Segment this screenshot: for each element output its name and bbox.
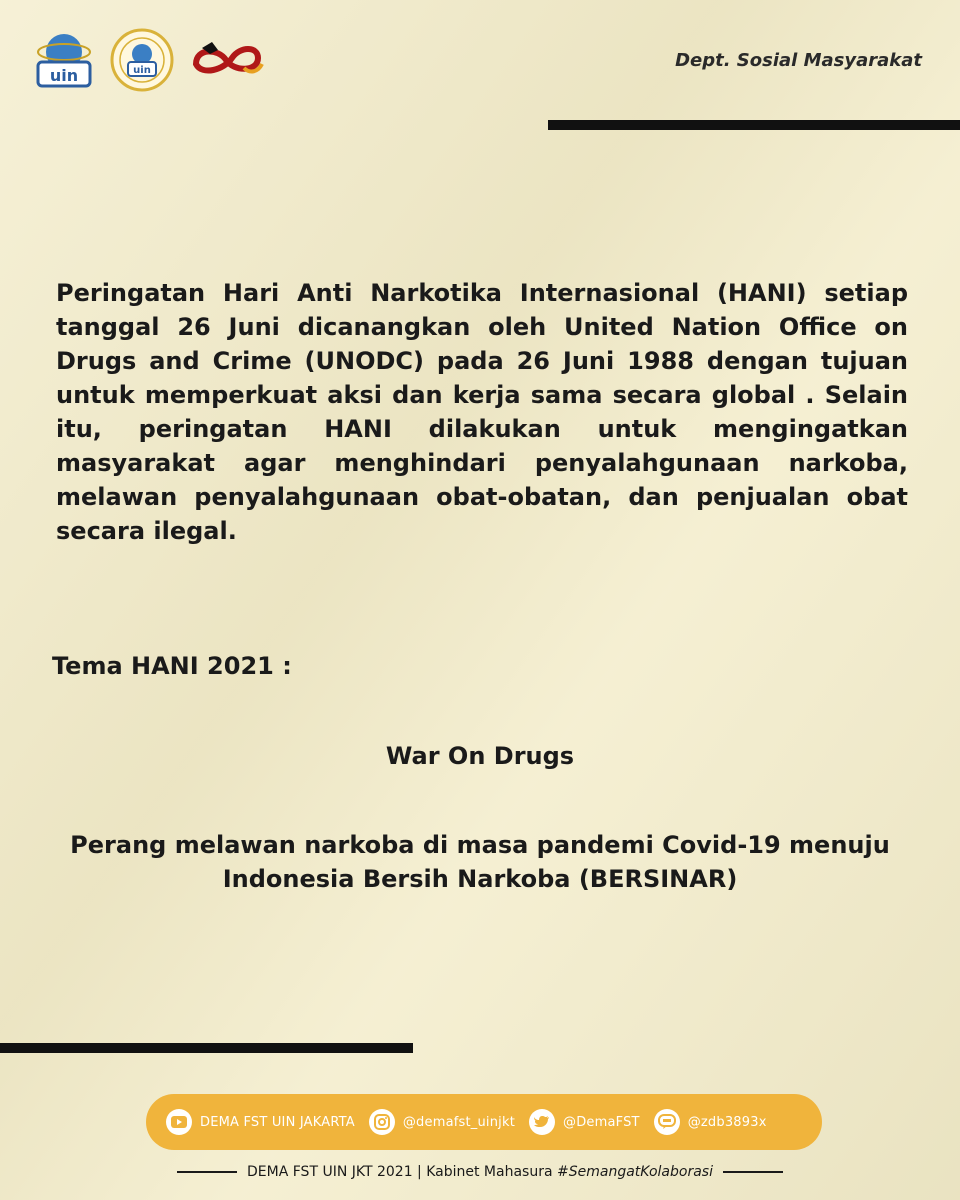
dema-logo <box>188 28 268 92</box>
instagram-icon <box>369 1109 395 1135</box>
social-twitter-label: @DemaFST <box>563 1114 640 1130</box>
header-logos <box>32 28 268 92</box>
footer-prefix: DEMA FST UIN JKT 2021 | Kabinet Mahasura <box>247 1164 553 1180</box>
bottom-divider-bar <box>0 1043 413 1053</box>
footer <box>0 1164 960 1180</box>
social-instagram-label: @demafst_uinjkt <box>402 1114 516 1130</box>
twitter-icon <box>529 1109 555 1135</box>
line-icon <box>654 1109 680 1135</box>
top-divider-bar <box>548 120 960 130</box>
social-line-label: @zdb3893x <box>687 1114 767 1130</box>
svg-text:uin: uin <box>49 66 79 85</box>
footer-line-left <box>177 1171 237 1173</box>
uin-seal-logo <box>110 28 174 92</box>
theme-label: Tema HANI 2021 : <box>52 652 292 680</box>
hani-description: Peringatan Hari Anti Narkotika Internasional (HANI) setiap tanggal 26 Juni dicanangkan oleh United Nation Office on Drugs and Crime (UNODC) pada 26 Juni 1988 dengan tujuan untuk memperkuat aksi dan kerja sama secara global . Selain itu, peringatan HANI dilakukan untuk mengingatkan masyarakat agar menghindari penyalahgunaan narkoba, melawan penyalahgunaan obat-obatan, dan penjualan obat secara ilegal. <box>56 279 908 545</box>
social-youtube-label: DEMA FST UIN JAKARTA <box>200 1114 355 1130</box>
social-instagram[interactable] <box>369 1109 515 1135</box>
social-twitter[interactable] <box>529 1109 640 1135</box>
theme-description: Perang melawan narkoba di masa pandemi Covid-19 menuju Indonesia Bersih Narkoba (BERSINAR) <box>70 831 890 893</box>
uin-logo <box>32 28 96 92</box>
social-line[interactable] <box>654 1109 767 1135</box>
footer-line-right <box>723 1171 783 1173</box>
footer-text <box>247 1164 713 1180</box>
youtube-icon <box>166 1109 192 1135</box>
social-youtube[interactable] <box>166 1109 355 1135</box>
theme-title: War On Drugs <box>385 742 575 770</box>
social-media-bar <box>146 1094 822 1150</box>
department-label: Dept. Sosial Masyarakat <box>675 50 922 71</box>
footer-hashtag: #SemangatKolaborasi <box>557 1164 713 1180</box>
svg-text:uin: uin <box>133 65 151 76</box>
